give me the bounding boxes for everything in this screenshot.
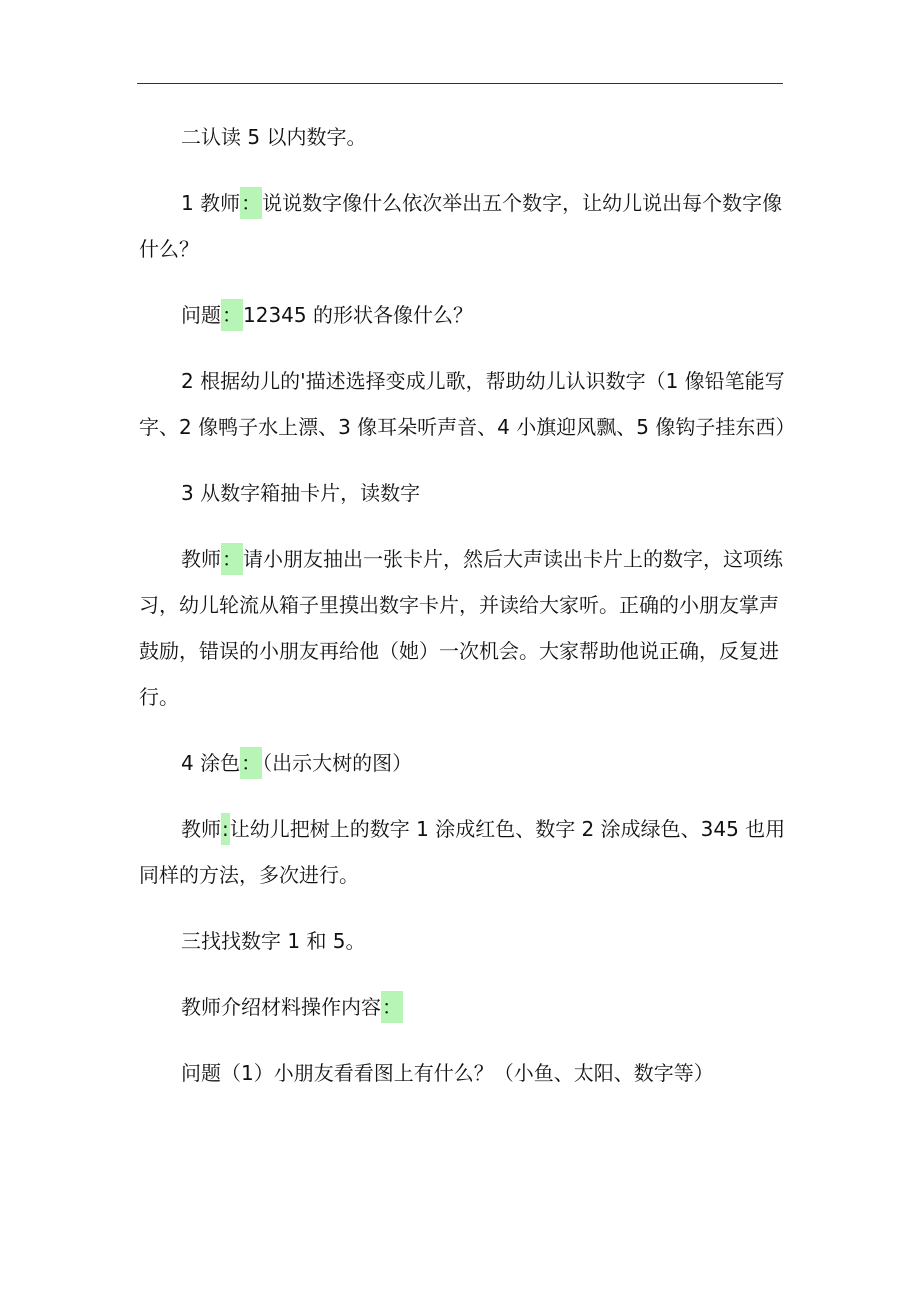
paragraph	[139, 470, 789, 516]
paragraph-text: 问题（1）小朋友看看图上有什么？（小鱼、太阳、数字等）	[181, 1061, 714, 1085]
paragraph	[139, 740, 789, 786]
highlighted-colon: ：	[240, 747, 262, 779]
highlighted-colon: :	[221, 813, 230, 845]
paragraph-text: 让幼儿把树上的数字 1 涂成红色、数字 2 涂成绿色、345 也用同样的方法，多次进行。	[139, 817, 786, 887]
paragraph-text: 12345 的形状各像什么？	[243, 303, 473, 327]
paragraph-text: 1 教师	[181, 191, 241, 215]
paragraph	[139, 180, 789, 272]
document-body	[139, 114, 796, 1116]
paragraph	[139, 358, 796, 450]
header-rule	[137, 83, 783, 84]
paragraph	[139, 984, 789, 1030]
paragraph-text: 教师	[181, 817, 221, 841]
paragraph-text: 教师	[181, 547, 221, 571]
paragraph-text: 二认读 5 以内数字。	[181, 125, 367, 149]
highlighted-colon: ：	[221, 543, 243, 575]
paragraph	[139, 918, 789, 964]
highlighted-colon: ：	[240, 187, 262, 219]
paragraph-text: 三找找数字 1 和 5。	[181, 929, 366, 953]
paragraph	[139, 806, 789, 898]
paragraph-text: （出示大树的图）	[262, 751, 413, 775]
paragraph	[139, 1050, 789, 1096]
paragraph-text: 教师介绍材料操作内容	[181, 995, 381, 1019]
paragraph-text: 4 涂色	[181, 751, 241, 775]
paragraph-text: 问题	[181, 303, 221, 327]
paragraph-text: 请小朋友抽出一张卡片，然后大声读出卡片上的数字，这项练习，幼儿轮流从箱子里摸出数字卡片，并读给大家听。正确的小朋友掌声鼓励，错误的小朋友再给他（她）一次机会。大家帮助他说正确，反复进行。	[139, 547, 783, 709]
paragraph	[139, 114, 789, 160]
paragraph-text: 2 根据幼儿的'描述选择变成儿歌，帮助幼儿认识数字（1 像铅笔能写字、2 像鸭子水上漂、3 像耳朵听声音、4 小旗迎风飘、5 像钩子挂东西）	[139, 369, 796, 439]
highlighted-colon: ：	[221, 299, 243, 331]
paragraph	[139, 536, 789, 720]
highlighted-colon: ：	[381, 991, 403, 1023]
paragraph	[139, 292, 789, 338]
paragraph-text: 3 从数字箱抽卡片，读数字	[181, 481, 421, 505]
paragraph-text: 说说数字像什么依次举出五个数字，让幼儿说出每个数字像什么？	[139, 191, 783, 261]
